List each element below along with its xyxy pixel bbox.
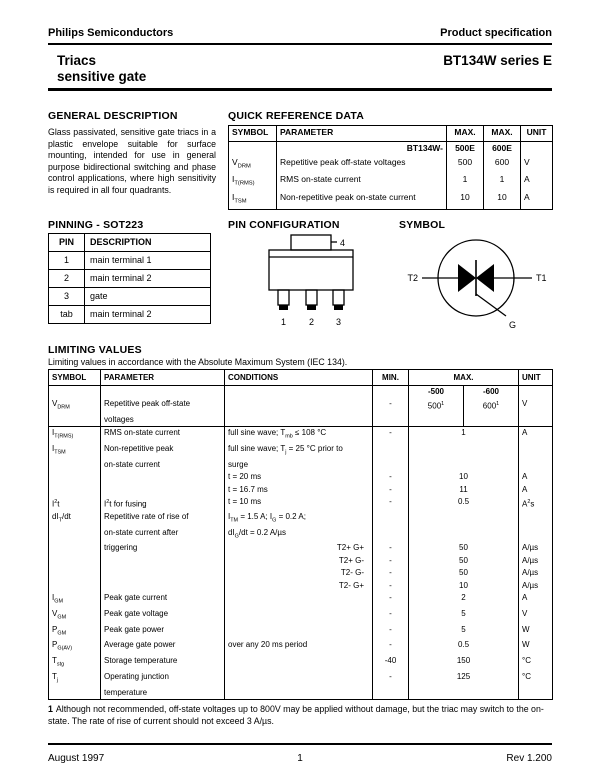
lead-3: [333, 290, 344, 305]
title-line-1: Triacs: [57, 53, 97, 68]
unit-cell: A: [519, 427, 553, 443]
lead-1: [278, 290, 289, 305]
conditions-cell: [225, 608, 373, 624]
unit-cell: [519, 459, 553, 471]
description-cell: main terminal 2: [85, 270, 211, 288]
conditions-cell: full sine wave; $T_j = 25$ °C prior to: [225, 443, 373, 459]
table-row: [49, 484, 553, 496]
type-label-cell: BT134W-: [277, 142, 447, 156]
min-cell: -: [373, 427, 409, 443]
parameter-header: PARAMETER: [101, 370, 225, 386]
max-600-cell: 10: [484, 191, 521, 209]
table-header-row: [49, 370, 553, 386]
max-cell: 50: [409, 542, 519, 554]
table-row: [49, 270, 211, 288]
conditions-cell: t = 10 ms: [225, 496, 373, 511]
document-title: [57, 53, 146, 85]
min-cell: -: [373, 398, 409, 414]
unit-cell: W: [519, 639, 553, 655]
max-cell: 1: [409, 427, 519, 443]
description-cell: main terminal 2: [85, 306, 211, 324]
table-row: [49, 608, 553, 624]
min-cell: -: [373, 567, 409, 579]
max-600-cell: 600: [484, 156, 521, 174]
max-cell: 10: [409, 580, 519, 592]
min-cell: [373, 414, 409, 427]
max-600-cell: -600: [464, 386, 519, 399]
quick-reference-heading: QUICK REFERENCE DATA: [228, 110, 365, 122]
conditions-cell: [225, 398, 373, 414]
conditions-cell: $dI_G/dt = 0.2$ A/µs: [225, 527, 373, 543]
header-rule: [48, 43, 552, 45]
pin-cell: 1: [49, 252, 85, 270]
conditions-cell: [225, 414, 373, 427]
pin-cell: tab: [49, 306, 85, 324]
conditions-header: CONDITIONS: [225, 370, 373, 386]
table-row: [229, 191, 553, 209]
max-500-cell: 1: [447, 173, 484, 191]
description-header: DESCRIPTION: [85, 234, 211, 252]
table-row: [49, 639, 553, 655]
conditions-cell: [225, 624, 373, 640]
title-line-2: sensitive gate: [57, 69, 147, 84]
min-cell: -: [373, 671, 409, 687]
conditions-cell: over any 20 ms period: [225, 639, 373, 655]
min-cell: [373, 386, 409, 399]
symbol-cell: [49, 580, 101, 592]
symbol-cell: [49, 414, 101, 427]
unit-cell: [519, 443, 553, 459]
symbol-header: SYMBOL: [229, 126, 277, 142]
unit-header: UNIT: [519, 370, 553, 386]
table-row: [49, 427, 553, 443]
table-header-row: [229, 126, 553, 142]
lead-2: [306, 290, 317, 305]
pinning-table: [48, 233, 211, 324]
table-row: [49, 555, 553, 567]
conditions-cell: surge: [225, 459, 373, 471]
limiting-values-heading: LIMITING VALUES: [48, 344, 142, 356]
conditions-cell: [225, 592, 373, 608]
sot223-package-drawing: [236, 232, 386, 334]
conditions-cell: [225, 386, 373, 399]
unit-cell: V: [521, 156, 553, 174]
pin-cell: 2: [49, 270, 85, 288]
footer-revision: Rev 1.200: [506, 753, 552, 764]
min-cell: -: [373, 542, 409, 554]
parameter-cell: Peak gate power: [101, 624, 225, 640]
limiting-values-intro: Limiting values in accordance with the Absolute Maximum System (IEC 134).: [48, 357, 348, 367]
pin-cell: 3: [49, 288, 85, 306]
triac-triangle-left: [458, 264, 476, 292]
min-cell: -: [373, 484, 409, 496]
symbol-cell: $T_{stg}$: [52, 656, 65, 668]
parameter-cell: Repetitive peak off-state: [101, 398, 225, 414]
conditions-cell: [225, 671, 373, 687]
symbol-cell: [49, 555, 101, 567]
symbol-cell: [49, 542, 101, 554]
min-cell: [373, 511, 409, 527]
table-row: [229, 156, 553, 174]
table-row: [49, 580, 553, 592]
unit-cell: [519, 527, 553, 543]
symbol-heading: SYMBOL: [399, 219, 446, 231]
table-row: [49, 459, 553, 471]
symbol-cell: [49, 484, 101, 496]
symbol-cell: $T_j$: [52, 671, 59, 684]
max-600-cell: 1: [484, 173, 521, 191]
publisher-name: Philips Semiconductors: [48, 27, 174, 39]
parameter-cell: Non-repetitive peak: [101, 443, 225, 459]
parameter-cell: Repetitive peak off-state voltages: [277, 156, 447, 174]
min-cell: [373, 687, 409, 700]
footer-date: August 1997: [48, 753, 105, 764]
max-500-cell: $500^1$: [409, 398, 464, 414]
symbol-cell: $I_{GM}$: [52, 592, 63, 605]
unit-cell: [519, 687, 553, 700]
max-500-cell: 10: [447, 191, 484, 209]
table-row: [49, 306, 211, 324]
lead-2-foot: [307, 305, 316, 310]
min-cell: -: [373, 639, 409, 655]
parameter-cell: Peak gate voltage: [101, 608, 225, 624]
symbol-cell: [49, 459, 101, 471]
symbol-cell: [49, 527, 101, 543]
pinning-table-wrap: [48, 233, 211, 324]
max-cell: 10: [409, 471, 519, 483]
unit-cell: W: [519, 624, 553, 640]
parameter-cell: [101, 555, 225, 567]
lead-1-foot: [279, 305, 288, 310]
parameter-cell: temperature: [101, 687, 225, 700]
min-cell: [373, 527, 409, 543]
conditions-cell: full sine wave; $T_{mb} \le 108$ °C: [225, 427, 373, 443]
parameter-cell: voltages: [101, 414, 225, 427]
min-cell: -: [373, 471, 409, 483]
max-cell: [409, 443, 519, 459]
unit-cell: A: [519, 484, 553, 496]
table-row: [49, 386, 553, 399]
max-cell: 125: [409, 671, 519, 687]
symbol-cell: $I_{TSM}$: [232, 191, 247, 205]
max-cell: [409, 687, 519, 700]
tab-outline: [291, 235, 331, 250]
table-row: [49, 671, 553, 687]
limiting-values-table-wrap: [48, 369, 553, 700]
table-row: [49, 252, 211, 270]
max-600-cell: $600^1$: [464, 398, 519, 414]
symbol-cell: $I_{TSM}$: [52, 444, 66, 456]
unit-cell: A/µs: [519, 542, 553, 554]
table-row: [229, 142, 553, 156]
symbol-cell: $V_{DRM}$: [52, 399, 70, 411]
symbol-cell: $I_{T(RMS)}$: [52, 428, 74, 440]
pin3-label: 3: [335, 317, 342, 327]
unit-cell: V: [519, 398, 553, 414]
table-row: [49, 542, 553, 554]
table-row: [49, 592, 553, 608]
symbol-header: SYMBOL: [49, 370, 101, 386]
document-type: Product specification: [440, 27, 552, 39]
parameter-cell: on-state current: [101, 459, 225, 471]
table-row: [49, 655, 553, 671]
quick-reference-table-wrap: [228, 125, 553, 210]
table-row: [49, 443, 553, 459]
limiting-values-table: [48, 369, 553, 700]
max-600-cell: 600E: [484, 142, 521, 156]
parameter-cell: on-state current after: [101, 527, 225, 543]
symbol-cell: $P_{GM}$: [52, 624, 67, 637]
unit-cell: A: [521, 173, 553, 191]
unit-cell: [521, 142, 553, 156]
unit-cell: [519, 386, 553, 399]
max-cell: 5: [409, 608, 519, 624]
min-cell: -40: [373, 655, 409, 671]
symbol-cell: $V_{GM}$: [52, 608, 67, 621]
max-cell: 5: [409, 624, 519, 640]
table-row: [49, 567, 553, 579]
min-cell: -: [373, 580, 409, 592]
max-cell: 0.5: [409, 639, 519, 655]
parameter-cell: [101, 471, 225, 483]
t2-label: T2: [407, 273, 418, 283]
parameter-cell: RMS on-state current: [101, 427, 225, 443]
parameter-cell: Average gate power: [101, 639, 225, 655]
parameter-header: PARAMETER: [277, 126, 447, 142]
max-600-header: MAX.: [484, 126, 521, 142]
unit-cell: A: [519, 471, 553, 483]
conditions-cell: $I_{TM} = 1.5$ A; $I_G = 0.2$ A;: [225, 511, 373, 527]
unit-cell: A/µs: [519, 567, 553, 579]
description-cell: gate: [85, 288, 211, 306]
unit-cell: A/µs: [519, 555, 553, 567]
footnote-marker: 1: [48, 704, 53, 714]
footnote-text: Although not recommended, off-state voltages up to 800V may be applied without damage, but the triac may switch to the on-state. The rate of rise of current should not exceed 3 A/µs.: [48, 704, 544, 726]
table-header-row: [49, 234, 211, 252]
symbol-cell: $I_{T(RMS)}$: [232, 174, 255, 187]
pin1-label: 1: [280, 317, 287, 327]
conditions-cell: [225, 687, 373, 700]
unit-cell: [519, 414, 553, 427]
parameter-cell: $I^2t$ for fusing: [101, 496, 225, 511]
part-number: BT134W series E: [443, 53, 552, 68]
parameter-cell: Repetitive rate of rise of: [101, 511, 225, 527]
unit-cell: °C: [519, 655, 553, 671]
max-cell: 11: [409, 484, 519, 496]
pin-configuration-heading: PIN CONFIGURATION: [228, 219, 340, 231]
t1-label: T1: [536, 273, 547, 283]
symbol-cell: [49, 567, 101, 579]
symbol-cell: $dI_T/dt$: [52, 511, 71, 524]
max-cell: 2: [409, 592, 519, 608]
table-row: [49, 471, 553, 483]
min-cell: -: [373, 555, 409, 567]
table-row: [49, 511, 553, 527]
unit-cell: A: [521, 191, 553, 209]
parameter-cell: Peak gate current: [101, 592, 225, 608]
lead-3-foot: [334, 305, 343, 310]
max-cell: [409, 459, 519, 471]
conditions-cell: T2- G-: [225, 567, 373, 579]
pin4-label: 4: [340, 238, 346, 248]
conditions-cell: T2- G+: [225, 580, 373, 592]
max-500-header: MAX.: [447, 126, 484, 142]
footnote: [48, 704, 554, 727]
general-description-text: Glass passivated, sensitive gate triacs in a plastic envelope suitable for surface mounting, intended for use in general purpose bidirectional switching and phase control applications, where high sensitivity is required in all four quadrants.: [48, 127, 216, 195]
conditions-cell: T2+ G-: [225, 555, 373, 567]
symbol-cell: [49, 687, 101, 700]
unit-header: UNIT: [521, 126, 553, 142]
max-cell: [409, 527, 519, 543]
pin-header: PIN: [49, 234, 85, 252]
table-row: [49, 624, 553, 640]
unit-cell: [519, 511, 553, 527]
parameter-cell: [101, 580, 225, 592]
title-rule: [48, 88, 552, 91]
min-cell: -: [373, 624, 409, 640]
max-500-cell: -500: [409, 386, 464, 399]
unit-cell: V: [519, 608, 553, 624]
conditions-cell: t = 20 ms: [225, 471, 373, 483]
min-header: MIN.: [373, 370, 409, 386]
max-cell: 150: [409, 655, 519, 671]
min-cell: -: [373, 608, 409, 624]
min-cell: -: [373, 496, 409, 511]
unit-cell: $A^2s$: [519, 496, 553, 511]
conditions-cell: t = 16.7 ms: [225, 484, 373, 496]
symbol-cell: [229, 142, 277, 156]
min-cell: [373, 443, 409, 459]
conditions-cell: [225, 655, 373, 671]
max-cell: 50: [409, 555, 519, 567]
symbol-cell: [49, 386, 101, 399]
parameter-cell: Storage temperature: [101, 655, 225, 671]
package-body: [269, 250, 353, 290]
parameter-cell: [101, 386, 225, 399]
general-description-heading: GENERAL DESCRIPTION: [48, 110, 178, 122]
parameter-cell: [101, 484, 225, 496]
table-row: [229, 173, 553, 191]
table-row: [49, 687, 553, 700]
max-header: MAX.: [409, 370, 519, 386]
unit-cell: A/µs: [519, 580, 553, 592]
symbol-cell: [49, 471, 101, 483]
unit-cell: °C: [519, 671, 553, 687]
max-cell: [409, 511, 519, 527]
quick-reference-table: [228, 125, 553, 210]
parameter-cell: RMS on-state current: [277, 173, 447, 191]
table-row: [49, 414, 553, 427]
max-cell: 50: [409, 567, 519, 579]
min-cell: [373, 459, 409, 471]
max-500-cell: 500: [447, 156, 484, 174]
symbol-cell: $P_{G(AV)}$: [52, 640, 73, 652]
gate-label: G: [509, 320, 517, 330]
parameter-cell: Non-repetitive peak on-state current: [277, 191, 447, 209]
parameter-cell: triggering: [101, 542, 225, 554]
table-row: [49, 398, 553, 414]
symbol-cell: $V_{DRM}$: [232, 156, 251, 170]
max-600-cell: [464, 414, 519, 427]
table-row: [49, 527, 553, 543]
max-cell: 0.5: [409, 496, 519, 511]
max-500-cell: [409, 414, 464, 427]
parameter-cell: Operating junction: [101, 671, 225, 687]
min-cell: -: [373, 592, 409, 608]
conditions-cell: T2+ G+: [225, 542, 373, 554]
pinning-heading: PINNING - SOT223: [48, 219, 144, 231]
footer-rule: [48, 743, 552, 745]
pin2-label: 2: [308, 317, 315, 327]
parameter-cell: [101, 567, 225, 579]
footnote-rule: [48, 699, 180, 700]
max-500-cell: 500E: [447, 142, 484, 156]
triac-symbol-drawing: [398, 230, 550, 334]
symbol-cell: $I^2t$: [52, 498, 60, 509]
description-cell: main terminal 1: [85, 252, 211, 270]
table-row: [49, 496, 553, 511]
unit-cell: A: [519, 592, 553, 608]
table-row: [49, 288, 211, 306]
triac-triangle-right: [476, 264, 494, 292]
page-number: 1: [297, 753, 303, 764]
